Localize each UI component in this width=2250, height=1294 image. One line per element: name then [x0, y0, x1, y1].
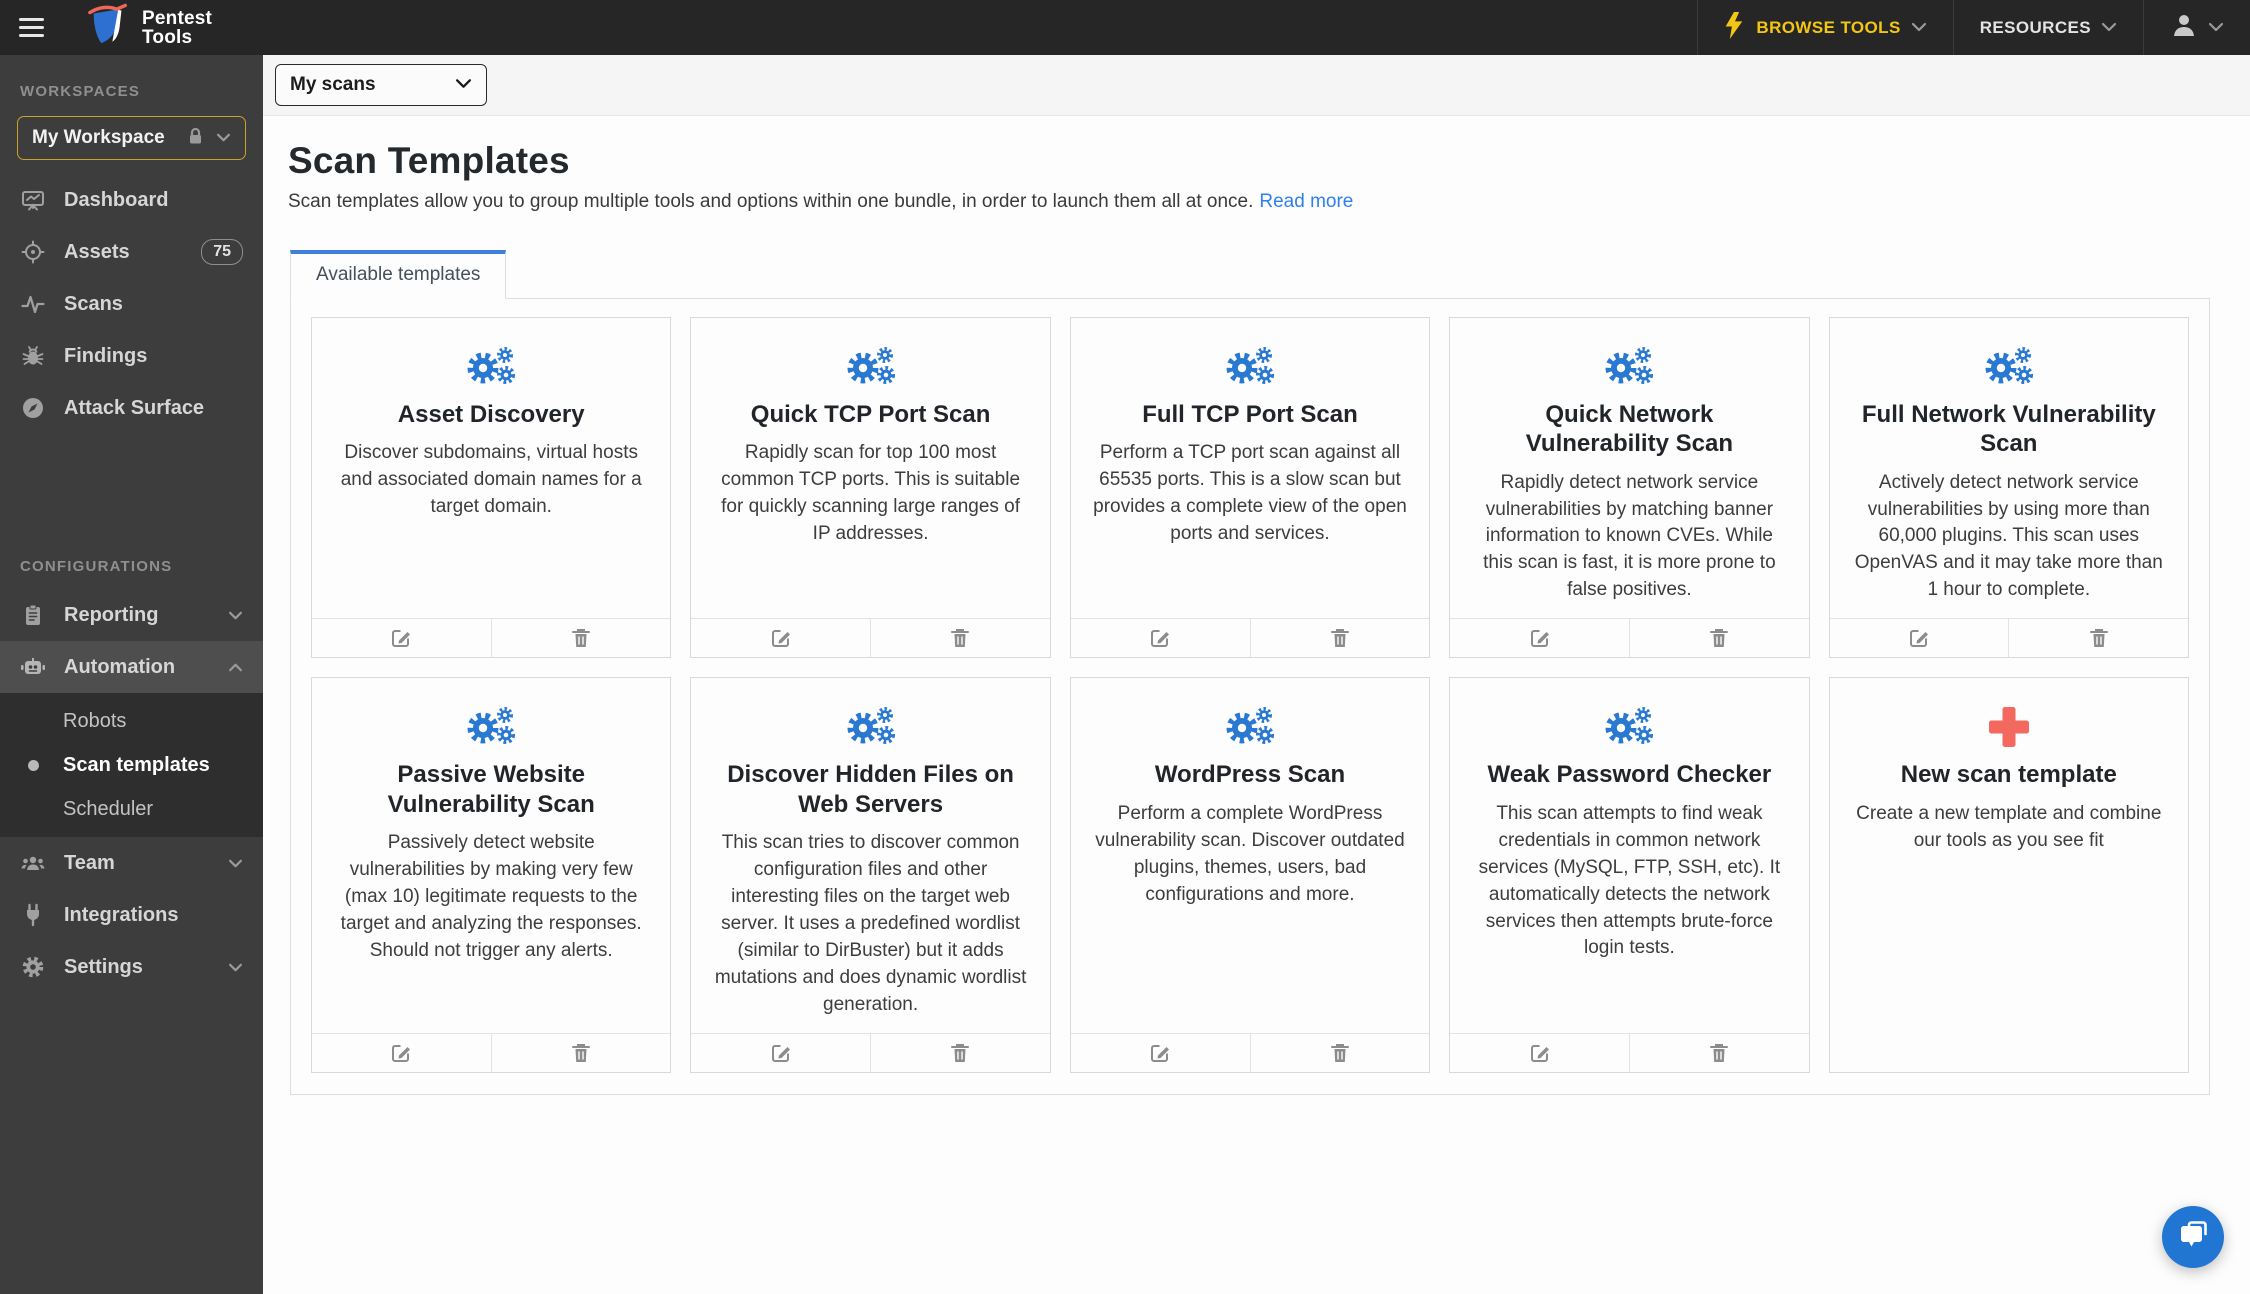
sidebar	[0, 55, 263, 1294]
gear-icon	[20, 955, 46, 979]
template-description: Actively detect network service vulnerabilities by using more than 60,000 plugins. This scan uses OpenVAS and it may take more than 1 hour to complete.	[1854, 471, 2163, 601]
template-title: Discover Hidden Files on Web Servers	[727, 761, 1014, 818]
edit-template-button[interactable]	[691, 1034, 870, 1072]
page-subtitle: Scan templates allow you to group multiple tools and options within one bundle, in order to launch them all at once. Read more	[288, 191, 1354, 212]
new-scan-template-card[interactable]	[1829, 677, 2189, 1072]
team-icon	[20, 851, 46, 875]
scans-filter-bar	[263, 55, 2250, 116]
workspaces-section-label: WORKSPACES	[20, 83, 141, 100]
sidebar-item-assets[interactable]: Assets 75	[0, 226, 263, 278]
pulse-icon	[20, 292, 46, 316]
template-title: Quick Network Vulnerability Scan	[1525, 401, 1733, 458]
gears-icon	[333, 342, 649, 392]
chevron-down-icon	[455, 76, 472, 94]
template-description: Create a new template and combine our tools as you see fit	[1856, 802, 2162, 851]
gears-icon	[1471, 702, 1787, 752]
sidebar-item-automation[interactable]: Automation	[0, 641, 263, 693]
template-title: New scan template	[1900, 761, 2117, 789]
chevron-down-icon	[228, 611, 243, 620]
sidebar-nav	[0, 174, 263, 993]
gears-icon	[712, 342, 1028, 392]
template-title: Quick TCP Port Scan	[750, 401, 991, 428]
logo-text: Pentest Tools	[142, 7, 213, 48]
read-more-link[interactable]: Read more	[1259, 191, 1354, 212]
clipboard-icon	[20, 603, 46, 627]
edit-template-button[interactable]	[1830, 619, 2009, 657]
delete-template-button[interactable]	[1629, 619, 1809, 657]
gears-icon	[1092, 702, 1408, 752]
dashboard-icon	[20, 188, 46, 212]
template-description: Perform a TCP port scan against all 65535 ports. This is a slow scan but provides a complete view of the open ports and services.	[1093, 442, 1407, 545]
edit-template-button[interactable]	[1450, 1034, 1629, 1072]
sidebar-item-scans[interactable]: Scans	[0, 278, 263, 330]
template-card	[1070, 677, 1430, 1072]
template-description: Discover subdomains, virtual hosts and associated domain names for a target domain.	[340, 442, 642, 518]
sidebar-subitem-scheduler[interactable]: Scheduler	[63, 797, 154, 820]
template-title: Asset Discovery	[397, 401, 585, 428]
template-description: Rapidly detect network service vulnerabilities by matching banner information to known CVEs. While this scan is fast, it is more prone to false positives.	[1483, 471, 1776, 601]
chevron-down-icon	[1911, 19, 1927, 37]
template-card	[690, 317, 1050, 658]
template-title: WordPress Scan	[1154, 761, 1346, 789]
target-icon	[20, 240, 46, 264]
chat-bubbles-icon	[2177, 1220, 2209, 1255]
gears-icon	[1092, 342, 1408, 392]
edit-template-button[interactable]	[312, 619, 491, 657]
delete-template-button[interactable]	[491, 1034, 671, 1072]
chevron-down-icon	[228, 963, 243, 972]
user-avatar-icon	[2170, 11, 2198, 44]
chevron-down-icon	[2208, 19, 2224, 37]
template-title: Passive Website Vulnerability Scan	[387, 761, 595, 818]
sidebar-subitem-scan-templates[interactable]: Scan templates	[0, 743, 263, 787]
template-title: Full Network Vulnerability Scan	[1861, 401, 2156, 458]
chevron-down-icon	[216, 129, 231, 147]
delete-template-button[interactable]	[870, 619, 1050, 657]
delete-template-button[interactable]	[491, 619, 671, 657]
template-description: Perform a complete WordPress vulnerability scan. Discover outdated plugins, themes, users, bad configurations and more.	[1095, 802, 1405, 905]
resources-menu[interactable]: RESOURCES	[1953, 0, 2143, 55]
chevron-down-icon	[2101, 19, 2117, 37]
edit-template-button[interactable]	[1071, 619, 1250, 657]
pentest-tools-logo[interactable]	[85, 3, 212, 52]
top-navbar	[0, 0, 2250, 55]
template-card	[690, 677, 1050, 1072]
my-scans-select[interactable]: My scans	[275, 64, 487, 106]
chat-widget-button[interactable]	[2162, 1206, 2224, 1268]
edit-template-button[interactable]	[1450, 619, 1629, 657]
robot-icon	[20, 655, 46, 679]
workspace-selector[interactable]: My Workspace	[17, 116, 246, 160]
account-menu[interactable]	[2143, 0, 2250, 55]
gears-icon	[1471, 342, 1787, 392]
gears-icon	[712, 702, 1028, 752]
gears-icon	[1851, 342, 2167, 392]
compass-icon	[20, 396, 46, 420]
template-description: This scan attempts to find weak credentials in common network services (MySQL, FTP, SSH, etc). It automatically detects the network services then attempts brute-force login tests.	[1478, 802, 1781, 959]
sidebar-item-team[interactable]: Team	[0, 837, 263, 889]
shield-logo-icon	[85, 3, 133, 52]
delete-template-button[interactable]	[1629, 1034, 1809, 1072]
page-title: Scan Templates	[288, 140, 570, 181]
sidebar-subitem-robots[interactable]: Robots	[63, 709, 127, 732]
template-description: Passively detect website vulnerabilities by making very few (max 10) legitimate requests to the target and analyzing the responses. Should not trigger any alerts.	[340, 831, 642, 961]
sidebar-item-integrations[interactable]: Integrations	[0, 889, 263, 941]
template-card	[311, 677, 671, 1072]
chevron-down-icon	[228, 859, 243, 868]
plug-icon	[20, 903, 46, 927]
template-description: Rapidly scan for top 100 most common TCP ports. This is suitable for quickly scanning large ranges of IP addresses.	[721, 442, 1021, 545]
template-card	[1449, 317, 1809, 658]
templates-grid	[291, 299, 2209, 1094]
sidebar-item-dashboard[interactable]: Dashboard	[0, 174, 263, 226]
main-content	[263, 55, 2250, 1294]
tab-available-templates[interactable]: Available templates	[290, 250, 506, 299]
template-card	[1070, 317, 1430, 658]
plus-icon	[1851, 702, 2167, 752]
active-item-dot	[28, 760, 39, 771]
sidebar-item-settings[interactable]: Settings	[0, 941, 263, 993]
bug-icon	[20, 344, 46, 368]
template-card	[1449, 677, 1809, 1072]
sidebar-item-attack-surface[interactable]: Attack Surface	[0, 382, 263, 434]
browse-tools-menu[interactable]: BROWSE TOOLS	[1697, 0, 1952, 55]
edit-template-button[interactable]	[1071, 1034, 1250, 1072]
hamburger-menu-icon[interactable]	[0, 0, 63, 55]
delete-template-button[interactable]	[2008, 619, 2188, 657]
configurations-section-label: CONFIGURATIONS	[20, 558, 173, 575]
template-card	[311, 317, 671, 658]
templates-panel	[290, 298, 2210, 1095]
edit-template-button[interactable]	[691, 619, 870, 657]
delete-template-button[interactable]	[1250, 619, 1430, 657]
template-description: This scan tries to discover common configuration files and other interesting files on the target web server. It uses a predefined wordlist (similar to DirBuster) but it adds mutations and does dynamic wordlist generation.	[714, 831, 1027, 1015]
lock-icon	[187, 127, 204, 150]
sidebar-item-findings[interactable]: Findings	[0, 330, 263, 382]
automation-submenu	[0, 693, 263, 837]
chevron-up-icon	[228, 663, 243, 672]
template-title: Full TCP Port Scan	[1142, 401, 1358, 428]
template-card	[1829, 317, 2189, 658]
assets-count-badge: 75	[201, 239, 243, 264]
lightning-bolt-icon	[1724, 12, 1746, 44]
edit-template-button[interactable]	[312, 1034, 491, 1072]
template-title: Weak Password Checker	[1487, 761, 1772, 789]
gears-icon	[333, 702, 649, 752]
delete-template-button[interactable]	[1250, 1034, 1430, 1072]
sidebar-item-reporting[interactable]: Reporting	[0, 589, 263, 641]
delete-template-button[interactable]	[870, 1034, 1050, 1072]
